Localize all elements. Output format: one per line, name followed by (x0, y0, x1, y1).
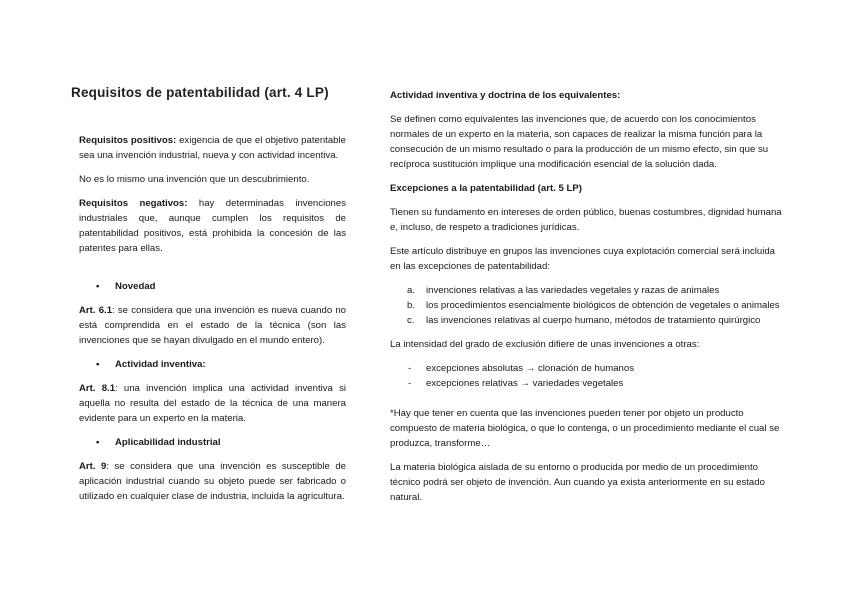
list-item-text: los procedimientos esencialmente biológicos de obtención de vegetales o animales (426, 300, 780, 311)
positivos-label: Requisitos positivos: (79, 135, 177, 146)
positivos-paragraph (79, 133, 346, 163)
art81-paragraph (79, 381, 346, 426)
list-marker: c. (407, 315, 415, 326)
list-item (390, 298, 782, 313)
art61-paragraph (79, 303, 346, 348)
grupos-paragraph: Este artículo distribuye en grupos las invenciones cuya explotación comercial será incluida en las excepciones de patentabilidad: (390, 246, 776, 272)
equivalentes-heading: Actividad inventiva y doctrina de los equivalentes: (390, 90, 621, 101)
negativos-paragraph (79, 196, 346, 256)
excepciones-heading: Excepciones a la patentabilidad (art. 5 LP) (390, 183, 582, 194)
list-marker: a. (407, 285, 416, 296)
excepciones-list (390, 283, 782, 328)
materia-biologica-paragraph: La materia biológica aislada de su entorno o producida por medio de un procedimiento técnico podrá ser objeto de invención. Aun cuando ya exista anteriormente en su estado natural. (390, 462, 765, 503)
left-column (71, 84, 346, 504)
art9-paragraph (79, 459, 346, 504)
list-item: - excepciones relativas → variedades vegetales (390, 376, 782, 391)
list-item (390, 283, 782, 298)
list-item (390, 313, 782, 328)
right-column (390, 88, 782, 505)
list-item: - excepciones absolutas → clonación de humanos (390, 361, 782, 376)
art9-label: Art. 9 (79, 461, 107, 472)
negativos-label: Requisitos negativos: (79, 198, 188, 209)
actividad-heading: • Actividad inventiva: (79, 357, 346, 372)
exclusion-list (390, 361, 782, 391)
aplicabilidad-heading: • Aplicabilidad industrial (79, 435, 346, 450)
art61-text: : se considera que una invención es nueva cuando no está comprendida en el estado de la técnica (son las invenciones que se hayan divulgado en el mundo entero). (79, 305, 346, 346)
list-marker: b. (407, 300, 416, 311)
positivos-text: exigencia de que el objetivo patentable sea una invención industrial, nueva y con actividad incentiva. (79, 135, 346, 161)
descubrimiento-paragraph: No es lo mismo una invención que un descubrimiento. (79, 174, 310, 185)
novedad-heading: • Novedad (79, 279, 346, 294)
negativos-text: hay determinadas invenciones industriales que, aunque cumplen los requisitos de patentabilidad positivos, está prohibida la concesión de las patentes para ellas. (79, 198, 346, 254)
equivalentes-paragraph: Se definen como equivalentes las invenciones que, de acuerdo con los conocimientos normales de un experto en la materia, son capaces de realizar la misma función para la consecución de un mismo resultado o para la producción de un mismo efecto, sin que su recíproca sustitución implique una modificación esencial de la solución dada. (390, 114, 769, 170)
art81-text: : una invención implica una actividad inventiva si aquella no resulta del estado de la técnica de una manera evidente para un experto en la materia. (79, 383, 346, 424)
intensidad-paragraph: La intensidad del grado de exclusión difiere de unas invenciones a otras: (390, 339, 700, 350)
art81-label: Art. 8.1 (79, 383, 116, 394)
art61-label: Art. 6.1 (79, 305, 113, 316)
page-title: Requisitos de patentabilidad (art. 4 LP) (71, 85, 329, 100)
fundamento-paragraph: Tienen su fundamento en intereses de orden público, buenas costumbres, dignidad humana e, incluso, de respeto a tradiciones jurídicas. (390, 207, 782, 233)
art9-text: : se considera que una invención es susceptible de aplicación industrial cuando su objeto puede ser fabricado o utilizado en cualquier clase de industria, incluida la agricultura. (79, 461, 346, 502)
list-item-text: las invenciones relativas al cuerpo humano, métodos de tratamiento quirúrgico (426, 315, 761, 326)
list-item-text: invenciones relativas a las variedades vegetales y razas de animales (426, 285, 720, 296)
nota-paragraph: *Hay que tener en cuenta que las invenciones pueden tener por objeto un producto compuesto de materia biológica, o que lo contenga, o un procedimiento mediante el cual se produzca, transforme… (390, 408, 780, 449)
